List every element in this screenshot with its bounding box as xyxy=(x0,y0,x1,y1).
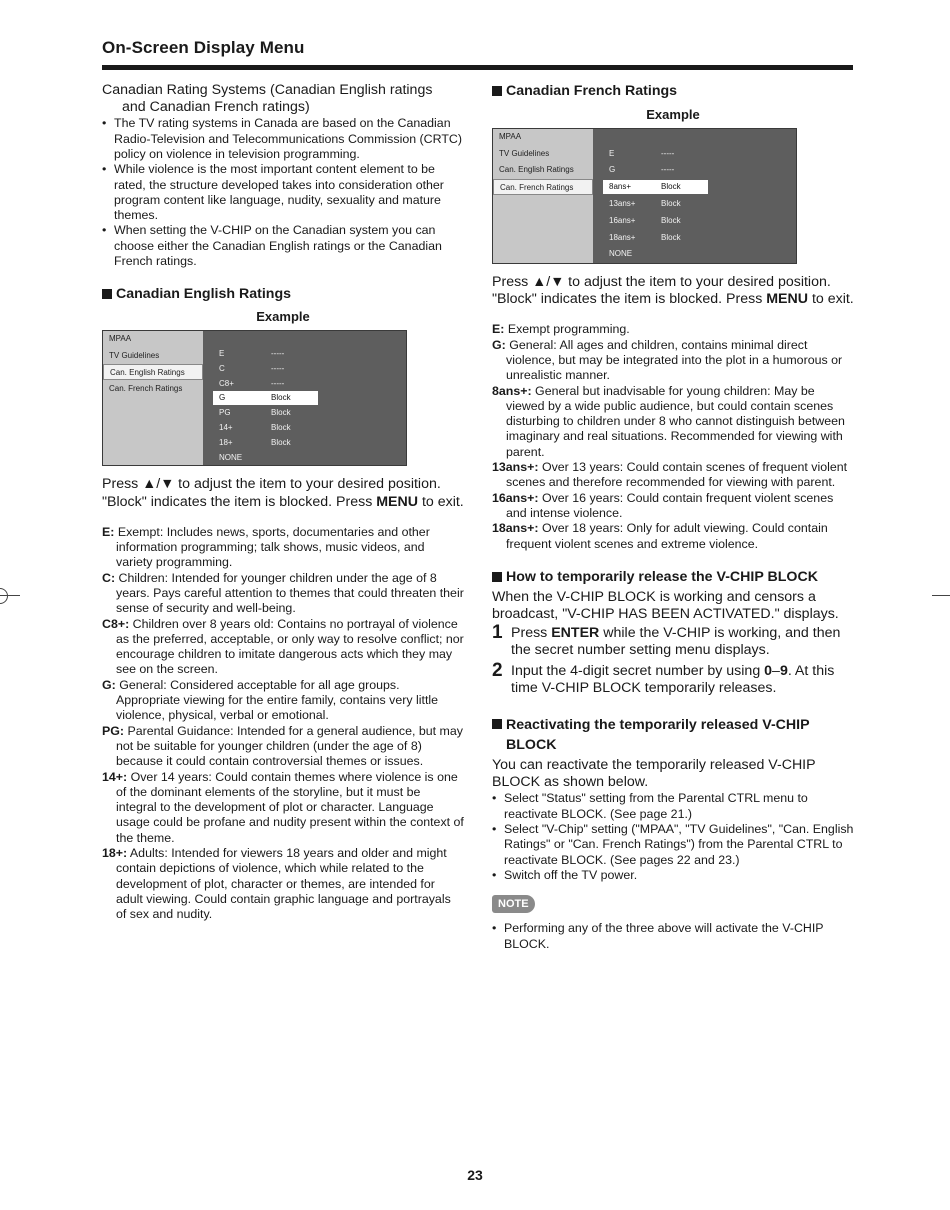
press-text: Press ▲/▼ to adjust the item to your desired position. "Block" indicates the item is blocked. Press xyxy=(102,476,441,510)
rating-row-none[interactable] xyxy=(603,247,708,261)
definition-item xyxy=(102,770,464,846)
page-title: On-Screen Display Menu xyxy=(102,38,305,57)
definition-item xyxy=(492,322,854,337)
intro-title xyxy=(102,82,464,116)
rating-row-16ans[interactable] xyxy=(603,214,708,228)
french-ratings-menu xyxy=(492,128,797,264)
rating-row-none[interactable] xyxy=(213,451,318,465)
definition-item xyxy=(102,846,464,922)
right-column xyxy=(492,82,854,952)
reactivate-heading-line2: BLOCK xyxy=(506,737,557,754)
definition-item xyxy=(492,338,854,384)
release-heading xyxy=(492,568,854,586)
intro-bullet: • While violence is the most important content element to be rated, the structure developed takes into consideration other program content like language, nudity, sexuality and mature themes. xyxy=(102,162,464,223)
rating-row-c8[interactable] xyxy=(213,377,318,391)
menu-item-mpaa[interactable]: MPAA xyxy=(109,334,132,344)
rating-label: NONE xyxy=(609,249,633,258)
reactivate-bullet: • Switch off the TV power. xyxy=(492,868,854,883)
rating-label: 18+ xyxy=(219,438,233,448)
rating-row-e[interactable] xyxy=(213,347,318,361)
square-bullet-icon xyxy=(102,289,112,299)
definition-text: Over 18 years: Only for adult viewing. Could contain frequent violent scenes and extreme violence. xyxy=(506,521,828,551)
reactivate-heading-line1: Reactivating the temporarily released V-CHIP xyxy=(506,717,810,734)
definition-item xyxy=(492,521,854,552)
french-definitions xyxy=(492,322,854,551)
rating-value: ----- xyxy=(661,165,675,174)
definition-term: C8+: xyxy=(102,616,130,631)
definition-text: General: Considered acceptable for all age groups. Appropriate viewing for the entire family, contains very little violence, physical, verbal or emotional. xyxy=(115,677,439,723)
intro-bullet: • When setting the V-CHIP on the Canadian system you can choose either the Canadian English ratings or the Canadian French ratings. xyxy=(102,223,464,269)
note-box xyxy=(492,895,854,913)
crop-circle-left xyxy=(0,588,8,604)
rating-row-e[interactable] xyxy=(603,147,708,161)
rating-value: ----- xyxy=(271,349,285,359)
definition-item xyxy=(492,460,854,491)
page-number: 23 xyxy=(467,1167,483,1183)
enter-key-label: ENTER xyxy=(551,625,600,642)
rating-label: G xyxy=(219,393,226,403)
rating-value: Block xyxy=(661,233,681,242)
definition-text: Exempt programming. xyxy=(504,322,630,337)
rating-label: C8+ xyxy=(219,379,234,389)
menu-item-can-french-ratings[interactable]: Can. French Ratings xyxy=(493,179,593,195)
digit-key-label: 9 xyxy=(779,662,788,679)
rating-label: 13ans+ xyxy=(609,199,636,208)
menu-item-tv-guidelines[interactable]: TV Guidelines xyxy=(109,351,160,361)
french-ratings-heading-text: Canadian French Ratings xyxy=(506,83,678,99)
definition-item xyxy=(102,724,464,770)
rating-label: 14+ xyxy=(219,423,233,433)
definition-term: E: xyxy=(492,322,505,337)
rating-value: Block xyxy=(661,182,681,191)
definition-text: Parental Guidance: Intended for a general audience, but may not be suitable for younger children (under the age of 8) because it could contain controversial themes or issues. xyxy=(116,723,463,769)
rating-row-c[interactable] xyxy=(213,362,318,376)
definition-item xyxy=(102,525,464,571)
press-text-end: to exit. xyxy=(808,291,854,308)
rating-value: Block xyxy=(271,393,291,403)
note-bullets xyxy=(492,921,854,952)
rating-label: C xyxy=(219,364,225,374)
definition-text: Over 16 years: Could contain frequent violent scenes and intense violence. xyxy=(506,490,834,520)
english-ratings-menu xyxy=(102,330,407,466)
menu-item-tv-guidelines[interactable]: TV Guidelines xyxy=(499,149,550,158)
rating-value: Block xyxy=(271,438,291,448)
rating-row-14[interactable] xyxy=(213,421,318,435)
definition-term: G: xyxy=(492,337,506,352)
step-text-end: . At this time V-CHIP BLOCK temporarily releases. xyxy=(511,662,835,696)
definition-item xyxy=(102,571,464,617)
menu-item-mpaa[interactable]: MPAA xyxy=(499,132,522,141)
rating-value: ----- xyxy=(271,364,285,374)
reactivate-bullets xyxy=(492,791,854,883)
rating-label: 16ans+ xyxy=(609,216,636,225)
definition-term: 16ans+: xyxy=(492,490,539,505)
definition-term: 18+: xyxy=(102,846,128,861)
step-number: 1 xyxy=(492,622,503,644)
rating-value: Block xyxy=(271,408,291,418)
intro-title-line2: and Canadian French ratings) xyxy=(122,99,310,116)
definition-term: 13ans+: xyxy=(492,460,539,475)
french-press-instructions xyxy=(492,274,854,308)
definition-item xyxy=(102,678,464,724)
rating-label: E xyxy=(219,349,225,359)
range-dash: – xyxy=(772,662,780,679)
definition-term: 18ans+: xyxy=(492,521,539,536)
rating-row-pg[interactable] xyxy=(213,406,318,420)
definition-term: PG: xyxy=(102,723,125,738)
rating-label: PG xyxy=(219,408,231,418)
rating-label: 8ans+ xyxy=(609,182,632,191)
definition-text: General: All ages and children, contains minimal direct violence, but may be integrated into the plot in a humorous or unrealistic manner. xyxy=(505,337,843,383)
square-bullet-icon xyxy=(492,86,502,96)
definition-text: Over 14 years: Could contain themes where violence is one of the dominant elements of the storyline, but it must be integral to the development of plot or character. Language usage could be profane and nudity present within the context of the theme. xyxy=(116,769,464,845)
intro-title-line1: Canadian Rating Systems (Canadian English ratings xyxy=(102,82,433,98)
step-text-end: while the V-CHIP is working, and then the secret number setting menu displays. xyxy=(511,625,841,659)
definition-item xyxy=(492,491,854,522)
rating-label: G xyxy=(609,165,616,174)
rating-label: 18ans+ xyxy=(609,233,636,242)
note-bullet: • Performing any of the three above will activate the V-CHIP BLOCK. xyxy=(492,921,854,952)
rating-row-18ans[interactable] xyxy=(603,231,708,245)
release-step-1 xyxy=(492,622,854,659)
rating-row-8ans[interactable] xyxy=(603,180,708,194)
definition-text: Over 13 years: Could contain scenes of frequent violent scenes and therefore recommended for viewing with parent. xyxy=(506,460,848,490)
english-press-instructions xyxy=(102,476,464,510)
rating-label: E xyxy=(609,149,615,158)
title-rule xyxy=(102,65,853,70)
menu-item-can-english-ratings[interactable]: Can. English Ratings xyxy=(103,364,203,380)
press-text-end: to exit. xyxy=(418,493,464,510)
square-bullet-icon xyxy=(492,572,502,582)
reactivate-bullet: • Select "V-Chip" setting ("MPAA", "TV Guidelines", "Can. English Ratings" or "Can. French Ratings") from the Parental CTRL to reactivate BLOCK. (See pages 22 and 23.) xyxy=(492,822,854,868)
step-text: Input the 4-digit secret number by using xyxy=(511,662,765,679)
intro-bullets xyxy=(102,116,464,269)
definition-text: Exempt: Includes news, sports, documentaries and other information programming; talk shows, music videos, and variety programming. xyxy=(114,524,430,570)
rating-label: NONE xyxy=(219,453,243,463)
rating-value: Block xyxy=(271,423,291,433)
reactivate-heading xyxy=(492,715,854,755)
rating-value: ----- xyxy=(661,149,675,158)
definition-item xyxy=(102,617,464,678)
definition-term: 8ans+: xyxy=(492,383,532,398)
note-badge: NOTE xyxy=(492,895,535,913)
definition-term: 14+: xyxy=(102,769,128,784)
release-intro: When the V-CHIP BLOCK is working and censors a broadcast, "V-CHIP HAS BEEN ACTIVATED." displays. xyxy=(492,588,839,623)
press-text: Press ▲/▼ to adjust the item to your desired position. "Block" indicates the item is blocked. Press xyxy=(492,274,831,308)
rating-value: ----- xyxy=(271,379,285,389)
rating-row-g[interactable] xyxy=(603,163,708,177)
intro-bullet: • The TV rating systems in Canada are based on the Canadian Radio-Television and Telecommunications Commission (CRTC) policy on violence in television programming. xyxy=(102,116,464,162)
definition-text: Children over 8 years old: Contains no portrayal of violence as the preferred, acceptable, or only way to resolve conflict; nor encourage children to imitate dangerous acts which they may see on the screen. xyxy=(116,616,464,677)
step-text: Press xyxy=(511,625,552,642)
menu-key-label: MENU xyxy=(766,291,809,308)
reactivate-bullet: • Select "Status" setting from the Parental CTRL menu to reactivate BLOCK. (See page 21.) xyxy=(492,791,854,822)
menu-item-can-english-ratings[interactable]: Can. English Ratings xyxy=(499,165,574,174)
crop-mark-right xyxy=(932,595,950,596)
english-ratings-heading-text: Canadian English Ratings xyxy=(116,286,292,303)
rating-value: Block xyxy=(661,216,681,225)
definition-term: C: xyxy=(102,570,116,585)
french-example-label: Example xyxy=(646,107,700,122)
square-bullet-icon xyxy=(492,719,502,729)
release-step-2 xyxy=(492,659,854,697)
menu-item-can-french-ratings[interactable]: Can. French Ratings xyxy=(109,384,183,394)
menu-key-label: MENU xyxy=(376,493,419,510)
definition-text: Adults: Intended for viewers 18 years and older and might contain depictions of violence, which while related to the development of plot, character or themes, are intended for adult viewing. Could contain graphic language and portrayals of sex and nudity. xyxy=(116,846,451,922)
english-definitions xyxy=(102,525,464,923)
french-ratings-heading xyxy=(492,82,854,100)
definition-term: G: xyxy=(102,677,116,692)
rating-row-18[interactable] xyxy=(213,436,318,450)
definition-term: E: xyxy=(102,524,115,539)
definition-item xyxy=(492,384,854,460)
digit-key-label: 0 xyxy=(764,662,773,679)
rating-value: Block xyxy=(661,199,681,208)
left-column xyxy=(102,82,464,923)
reactivate-intro: You can reactivate the temporarily released V-CHIP BLOCK as shown below. xyxy=(492,757,816,791)
definition-text: General but inadvisable for young children: May be viewed by a wide public audience, but could contain scenes disturbing to children under 8 who cannot distinguish between imaginary and real situations. Recommended for viewing with parent. xyxy=(506,383,845,459)
release-heading-text: How to temporarily release the V-CHIP BLOCK xyxy=(506,568,818,585)
rating-row-g[interactable] xyxy=(213,391,318,405)
english-example-label: Example xyxy=(256,309,310,325)
rating-row-13ans[interactable] xyxy=(603,197,708,211)
english-ratings-heading xyxy=(102,285,464,303)
step-number: 2 xyxy=(492,659,503,681)
definition-text: Children: Intended for younger children under the age of 8 years. Pays careful attention to themes that could threaten their sense of security and well-being. xyxy=(115,570,464,616)
